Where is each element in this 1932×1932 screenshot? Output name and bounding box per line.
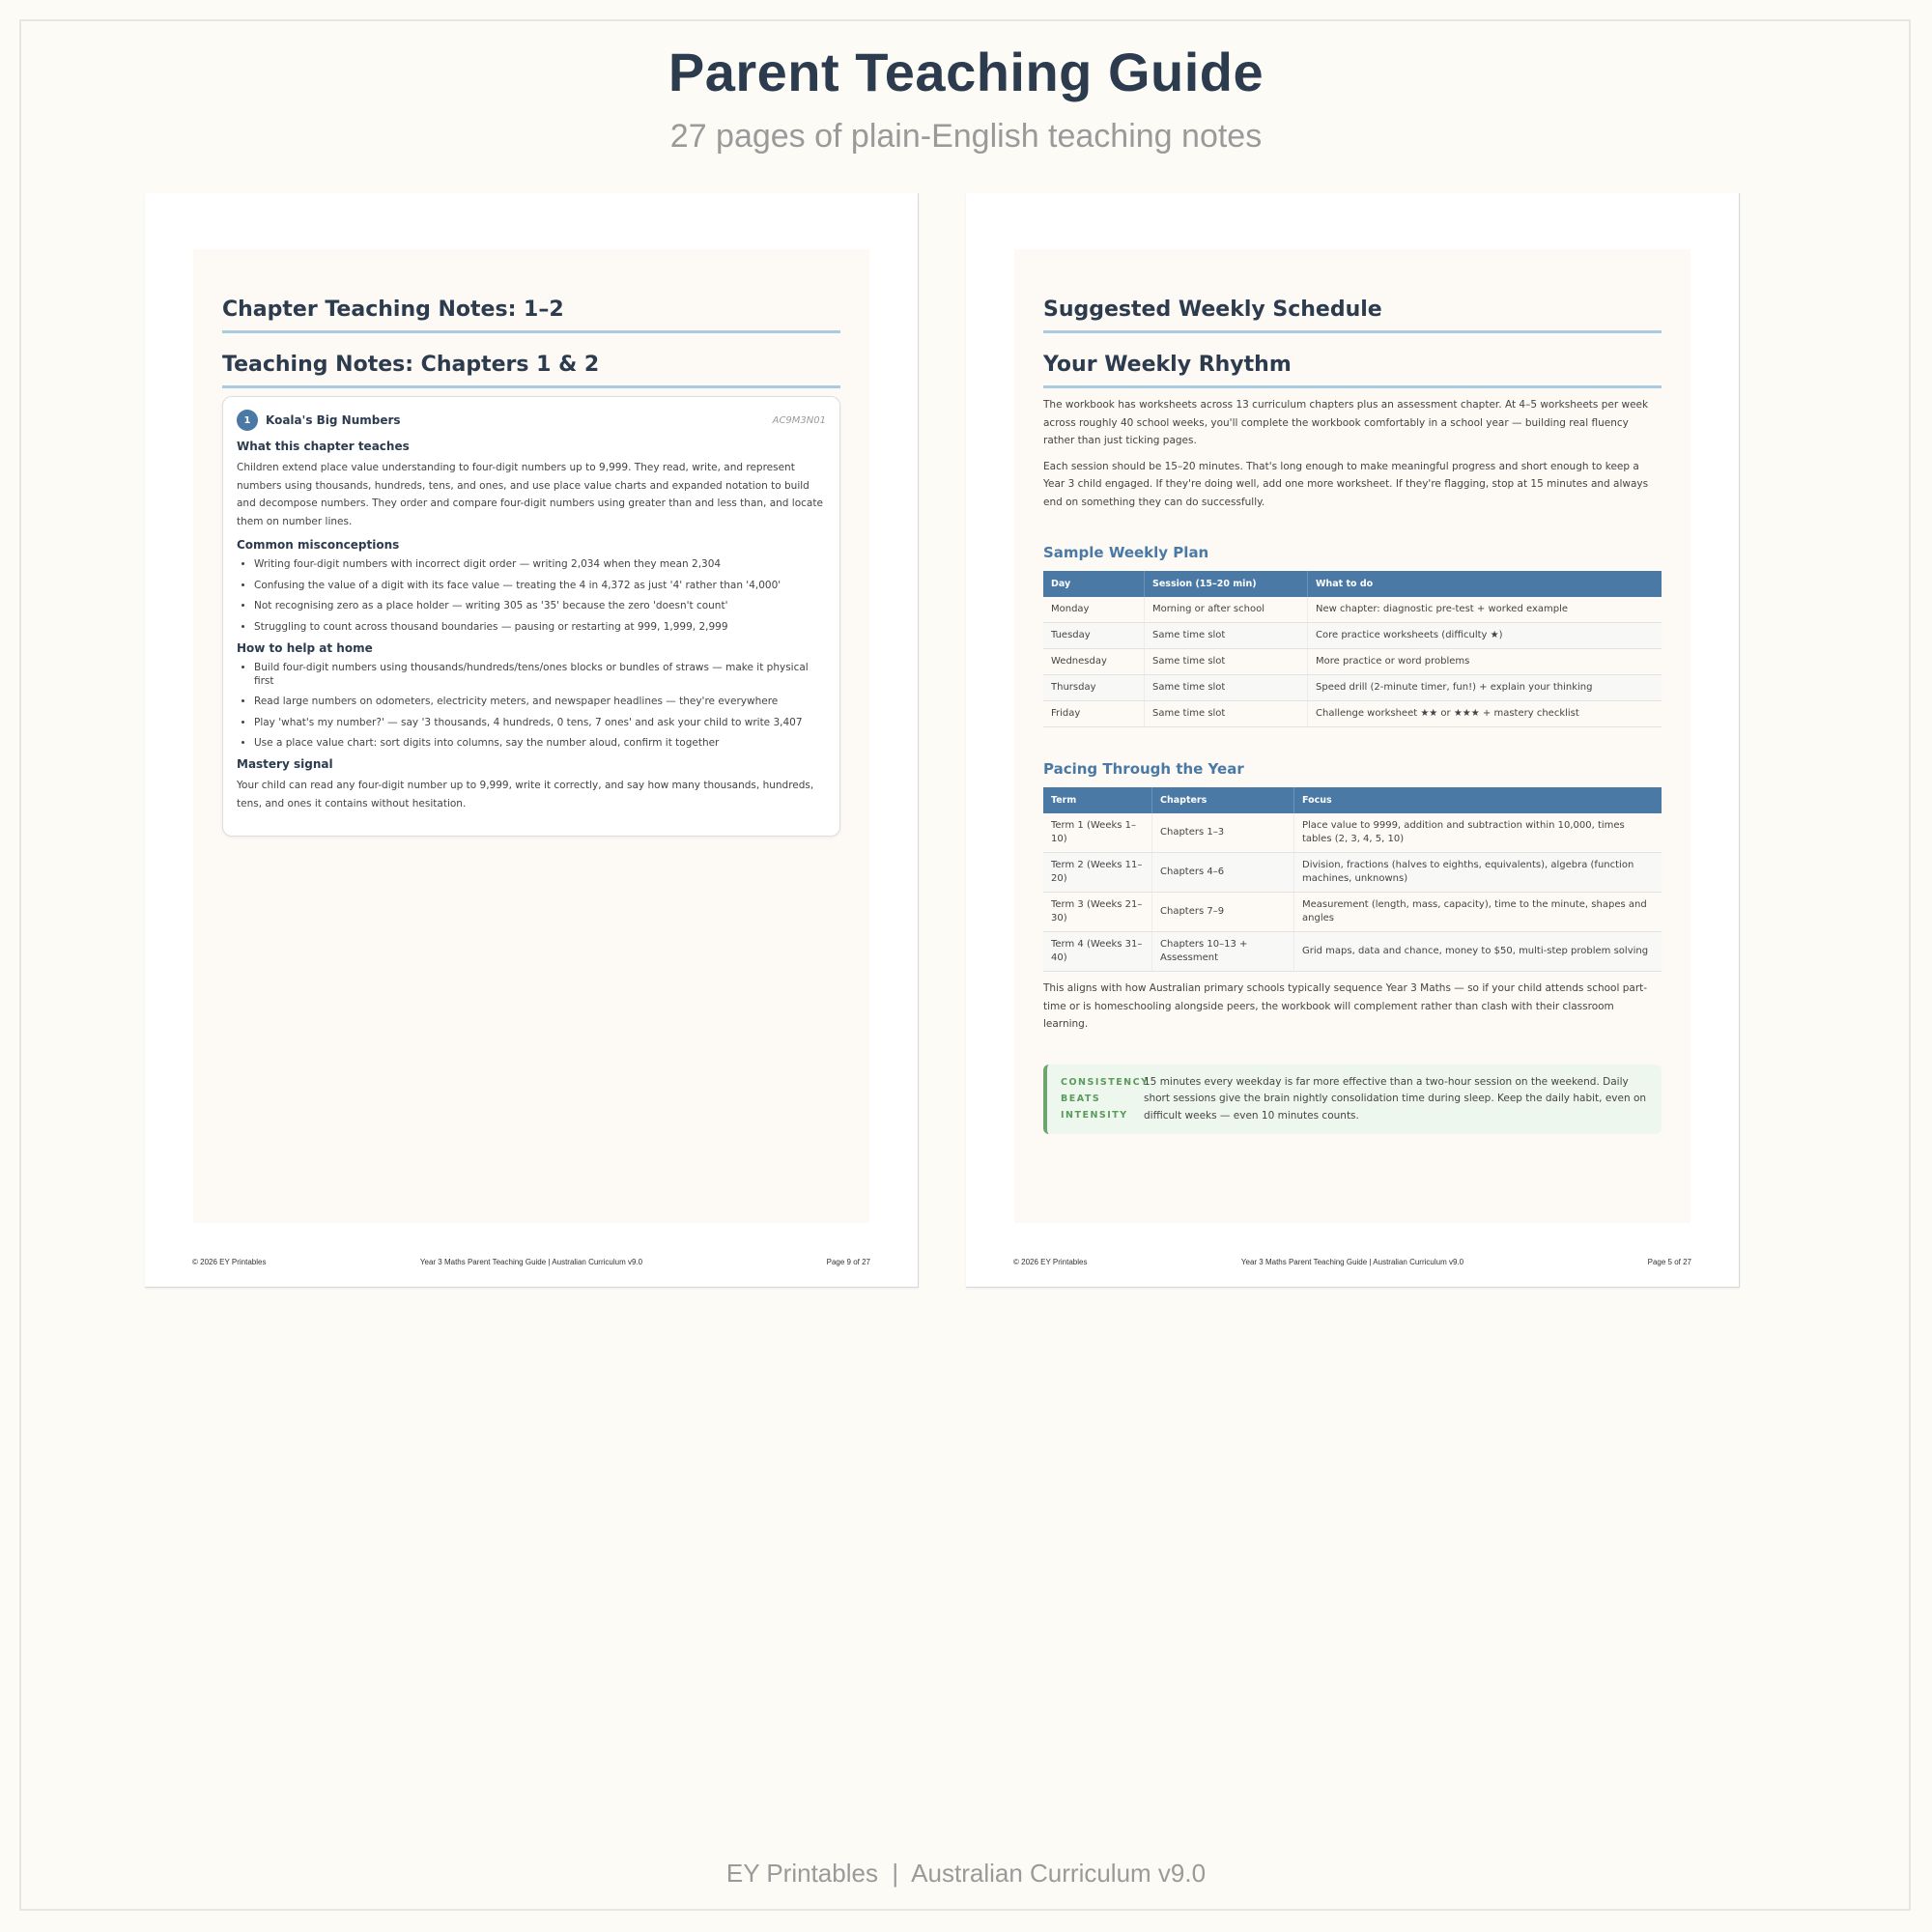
chapter-heading: Chapter Teaching Notes: 1–2	[222, 298, 840, 333]
table-cell: Same time slot	[1145, 701, 1308, 727]
page-title: Parent Teaching Guide	[668, 42, 1264, 102]
table-cell: Measurement (length, mass, capacity), time to the minute, shapes and angles	[1294, 893, 1662, 932]
table-header: Day	[1043, 571, 1145, 597]
weekly-plan-table	[1043, 571, 1662, 727]
page-subtitle: 27 pages of plain-English teaching notes	[669, 118, 1263, 155]
footer-title: Year 3 Maths Parent Teaching Guide | Australian Curriculum v9.0	[419, 1258, 643, 1266]
help-list	[237, 661, 826, 751]
table-cell: Wednesday	[1043, 649, 1145, 675]
table-row	[1043, 813, 1662, 853]
chapter-card	[222, 396, 840, 837]
footer-page-number: Page 5 of 27	[1647, 1258, 1691, 1266]
table-cell: Core practice worksheets (difficulty ★)	[1308, 623, 1662, 649]
list-item: • Build four-digit numbers using thousands/hundreds/tens/ones blocks or bundles of straws — make it physical first	[254, 661, 826, 688]
table-cell: Same time slot	[1145, 649, 1308, 675]
table-cell: New chapter: diagnostic pre-test + worked example	[1308, 597, 1662, 623]
table-header: Term	[1043, 787, 1152, 813]
section-heading: Your Weekly Rhythm	[1043, 353, 1662, 388]
table-cell: Challenge worksheet ★★ or ★★★ + mastery checklist	[1308, 701, 1662, 727]
table-cell: Place value to 9999, addition and subtraction within 10,000, times tables (2, 3, 4, 5, 10)	[1294, 813, 1662, 853]
table-cell: Chapters 10–13 + Assessment	[1152, 932, 1294, 972]
list-item: • Not recognising zero as a place holder — writing 305 as '35' because the zero 'doesn't count'	[254, 599, 826, 612]
table-row	[1043, 853, 1662, 893]
table-header: Chapters	[1152, 787, 1294, 813]
document-page-right	[966, 193, 1740, 1288]
table-cell: Tuesday	[1043, 623, 1145, 649]
list-item: • Struggling to count across thousand boundaries — pausing or restarting at 999, 1,999, 2,999	[254, 620, 826, 634]
table-row	[1043, 623, 1662, 649]
what-text: Children extend place value understanding to four-digit numbers up to 9,999. They read, write, and represent numbers using thousands, hundreds, tens, and ones, and use place value charts and expanded notation to build and decompose numbers. They order and compare four-digit numbers using greater than and less than, and locate them on number lines.	[237, 462, 823, 527]
list-item: • Play 'what's my number?' — say '3 thousands, 4 hundreds, 0 tens, 7 ones' and ask your child to write 3,407	[254, 716, 826, 729]
list-item: • Writing four-digit numbers with incorrect digit order — writing 2,034 when they mean 2,304	[254, 557, 826, 571]
table-header: Session (15–20 min)	[1145, 571, 1308, 597]
callout-label: CONSISTENCY BEATS INTENSITY	[1061, 1076, 1150, 1121]
table-cell: Monday	[1043, 597, 1145, 623]
table-row	[1043, 893, 1662, 932]
document-page-left	[145, 193, 919, 1288]
table-cell: Term 2 (Weeks 11–20)	[1043, 853, 1152, 893]
misconceptions-heading: Common misconceptions	[237, 538, 400, 552]
table-cell: Same time slot	[1145, 623, 1308, 649]
pacing-table	[1043, 787, 1662, 972]
table-cell: Speed drill (2-minute timer, fun!) + explain your thinking	[1308, 675, 1662, 701]
intro-paragraph: Each session should be 15–20 minutes. That's long enough to make meaningful progress and short enough to keep a Year 3 child engaged. If they're doing well, add one more worksheet. If they're flagging, stop at 15 minutes and always end on something they can do successfully.	[1043, 460, 1649, 508]
footer-title: Year 3 Maths Parent Teaching Guide | Australian Curriculum v9.0	[1240, 1258, 1464, 1266]
chapter-heading: Suggested Weekly Schedule	[1043, 298, 1662, 333]
footer-copyright: © 2026 EY Printables	[192, 1258, 267, 1266]
table-cell: More practice or word problems	[1308, 649, 1662, 675]
table-cell: Chapters 1–3	[1152, 813, 1294, 853]
table-cell: Thursday	[1043, 675, 1145, 701]
page-content-area	[1014, 249, 1690, 1223]
section-heading: Teaching Notes: Chapters 1 & 2	[222, 353, 840, 388]
callout-text: 15 minutes every weekday is far more effective than a two-hour session on the weekend. Daily short sessions give the brain nightly consolidation time during sleep. Keep the daily habit, even on difficult weeks — even 10 minutes counts.	[1144, 1075, 1647, 1122]
mastery-heading: Mastery signal	[237, 757, 333, 771]
list-item: • Confusing the value of a digit with its face value — treating the 4 in 4,372 as just '4' rather than '4,000'	[254, 579, 826, 592]
curriculum-code: AC9M3N01	[772, 414, 826, 426]
table-cell: Same time slot	[1145, 675, 1308, 701]
table-row	[1043, 701, 1662, 727]
table-cell: Chapters 4–6	[1152, 853, 1294, 893]
table-row	[1043, 597, 1662, 623]
footer-page-number: Page 9 of 27	[826, 1258, 870, 1266]
tip-callout	[1043, 1065, 1662, 1135]
table-cell: Friday	[1043, 701, 1145, 727]
card-header	[237, 409, 826, 432]
help-heading: How to help at home	[237, 640, 373, 655]
plan-heading: Sample Weekly Plan	[1043, 544, 1209, 561]
table-cell: Chapters 7–9	[1152, 893, 1294, 932]
closing-paragraph: This aligns with how Australian primary schools typically sequence Year 3 Maths — so if your child attends school part-time or is homeschooling alongside peers, the workbook will complement rather than clash with their classroom learning.	[1043, 982, 1648, 1030]
table-cell: Grid maps, data and chance, money to $50, multi-step problem solving	[1294, 932, 1662, 972]
table-header: What to do	[1308, 571, 1662, 597]
table-cell: Term 4 (Weeks 31–40)	[1043, 932, 1152, 972]
list-item: • Read large numbers on odometers, electricity meters, and newspaper headlines — they're everywhere	[254, 695, 826, 708]
table-cell: Morning or after school	[1145, 597, 1308, 623]
table-cell: Term 3 (Weeks 21–30)	[1043, 893, 1152, 932]
table-row	[1043, 932, 1662, 972]
footer-copyright: © 2026 EY Printables	[1013, 1258, 1088, 1266]
misconceptions-list	[237, 557, 826, 634]
table-cell: Division, fractions (halves to eighths, equivalents), algebra (function machines, unknowns)	[1294, 853, 1662, 893]
table-header: Focus	[1294, 787, 1662, 813]
table-row	[1043, 649, 1662, 675]
what-heading: What this chapter teaches	[237, 440, 410, 453]
table-row	[1043, 675, 1662, 701]
page-content-area	[193, 249, 869, 1223]
chapter-number-badge: 1	[237, 410, 258, 431]
list-item: • Use a place value chart: sort digits into columns, say the number aloud, confirm it together	[254, 736, 826, 750]
pacing-heading: Pacing Through the Year	[1043, 760, 1244, 778]
brand-footer: EY Printables | Australian Curriculum v9.0	[725, 1859, 1207, 1888]
chapter-title: Koala's Big Numbers	[266, 413, 401, 427]
mastery-text: Your child can read any four-digit number up to 9,999, write it correctly, and say how many thousands, hundreds, tens, and ones it contains without hesitation.	[237, 780, 814, 810]
intro-paragraph: The workbook has worksheets across 13 curriculum chapters plus an assessment chapter. At 4–5 worksheets per week across roughly 40 school weeks, you'll complete the workbook comfortably in a school year — building real fluency rather than just ticking pages.	[1043, 399, 1649, 446]
table-cell: Term 1 (Weeks 1–10)	[1043, 813, 1152, 853]
